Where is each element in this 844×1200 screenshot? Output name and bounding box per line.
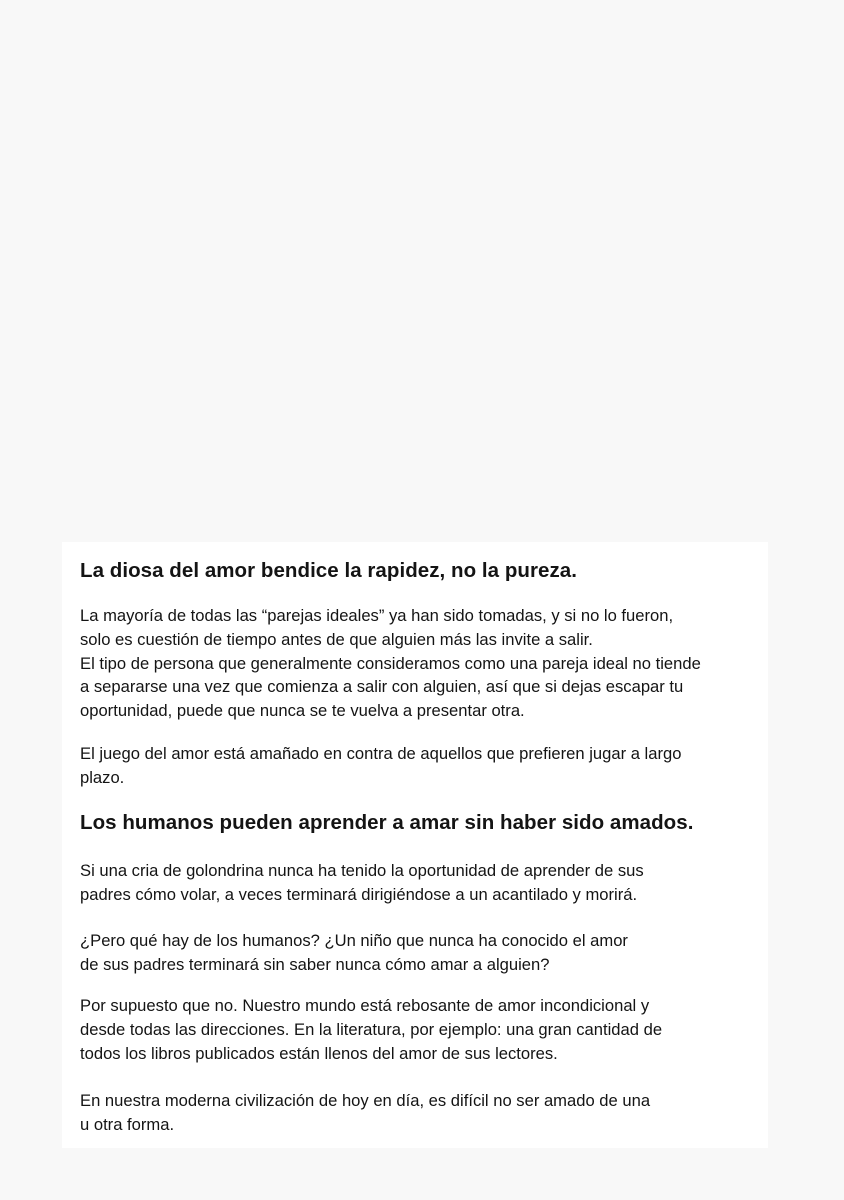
paragraph-line: desde todas las direcciones. En la literatura, por ejemplo: una gran cantidad de	[80, 1019, 663, 1039]
paragraph-line: En nuestra moderna civilización de hoy en día, es difícil no ser amado de una	[80, 1091, 651, 1110]
paragraph-line: La mayoría de todas las “parejas ideales” ya han sido tomadas, y si no lo fueron,	[80, 606, 674, 625]
paragraph-line: padres cómo volar, a veces terminará dirigiéndose a un acantilado y morirá.	[80, 884, 638, 904]
paragraph-line: de sus padres terminará sin saber nunca cómo amar a alguien?	[80, 954, 550, 974]
paragraph-6	[80, 1089, 650, 1137]
paragraph-line: Por supuesto que no. Nuestro mundo está rebosante de amor incondicional y	[80, 996, 650, 1015]
paragraph-3	[80, 859, 644, 907]
paragraph-1	[80, 604, 701, 723]
paragraph-2	[80, 742, 681, 790]
section-heading-1: La diosa del amor bendice la rapidez, no la pureza.	[80, 559, 577, 582]
paragraph-4	[80, 929, 628, 977]
paragraph-line: u otra forma.	[80, 1114, 175, 1134]
paragraph-line: Si una cria de golondrina nunca ha tenido la oportunidad de aprender de sus	[80, 861, 644, 880]
paragraph-5	[80, 994, 662, 1065]
paragraph-line: El juego del amor está amañado en contra de aquellos que prefieren jugar a largo	[80, 744, 682, 763]
paragraph-line: a separarse una vez que comienza a salir con alguien, así que si dejas escapar tu	[80, 677, 684, 697]
paragraph-line: El tipo de persona que generalmente consideramos como una pareja ideal no tiende	[80, 653, 701, 673]
paragraph-line: solo es cuestión de tiempo antes de que alguien más las invite a salir.	[80, 629, 593, 649]
paragraph-line: todos los libros publicados están llenos del amor de sus lectores.	[80, 1043, 558, 1063]
paragraph-line: ¿Pero qué hay de los humanos? ¿Un niño que nunca ha conocido el amor	[80, 931, 628, 950]
paragraph-line: oportunidad, puede que nunca se te vuelva a presentar otra.	[80, 701, 525, 721]
paragraph-line: plazo.	[80, 767, 125, 787]
section-heading-2: Los humanos pueden aprender a amar sin haber sido amados.	[80, 811, 694, 834]
